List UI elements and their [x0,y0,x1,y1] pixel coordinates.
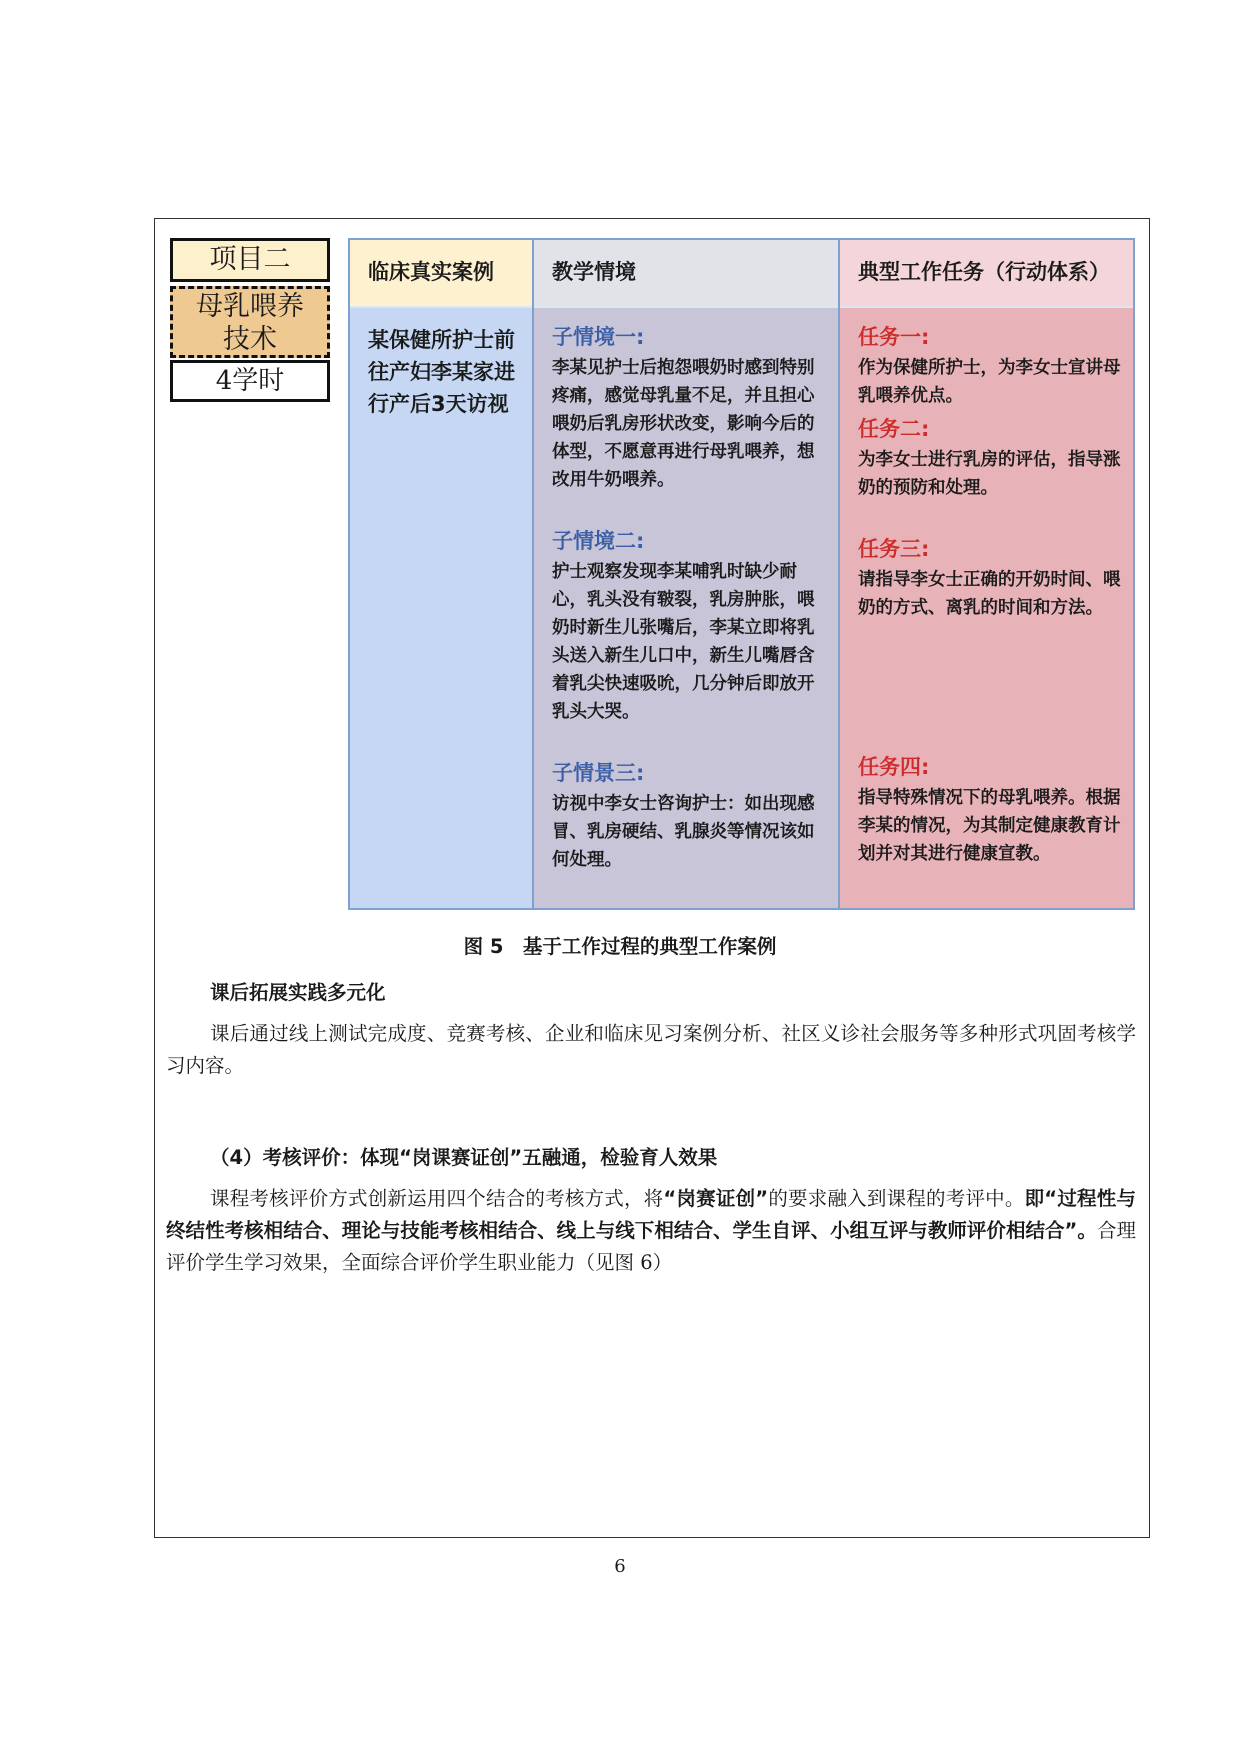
header-teaching-scenario: 教学情境 [534,240,838,308]
column-typical-tasks [838,240,1133,908]
typical-tasks-body [840,308,1133,908]
scenario-3-text: 访视中李女士咨询护士：如出现感冒、乳房硬结、乳腺炎等情况该如何处理。 [552,794,815,870]
task-4 [858,752,1123,868]
scenario-3-title: 子情景三: [552,761,645,785]
task-2-title: 任务二: [858,417,930,441]
project-title-box: 项目二 [170,238,330,282]
paragraph-extension: 课后通过线上测试完成度、竞赛考核、企业和临床见习案例分析、社区义诊社会服务等多种形式巩固考核学习内容。 [166,1022,1136,1077]
task-1-text: 作为保健所护士，为李女士宣讲母乳喂养优点。 [858,358,1121,406]
section-heading-extension: 课后拓展实践多元化 [210,981,386,1004]
project-name-box [170,286,330,358]
para-text-3: 合理评价学生学习效果，全面综合评价学生职业能力（见图 6） [166,1219,1136,1274]
header-clinical-case: 临床真实案例 [350,240,532,308]
section-heading-assessment: （4）考核评价：体现“岗课赛证创”五融通，检验育人效果 [210,1146,718,1169]
task-3-title: 任务三: [858,537,930,561]
scenario-2-text: 护士观察发现李某哺乳时缺少耐心，乳头没有皲裂，乳房肿胀，喂奶时新生儿张嘴后，李某立即将乳头送入新生儿口中，新生儿嘴唇含着乳尖快速吸吮，几分钟后即放开乳头大哭。 [552,562,815,722]
page-number: 6 [614,1556,626,1577]
project-hours-box: 4学时 [170,360,330,402]
figure-caption: 图 5 基于工作过程的典型工作案例 [463,935,777,958]
column-teaching-scenario [532,240,838,908]
column-clinical-case [350,240,532,908]
scenario-1 [552,322,828,494]
scenario-2-title: 子情境二: [552,529,645,553]
scenario-1-text: 李某见护士后抱怨喂奶时感到特别疼痛，感觉母乳量不足，并且担心喂奶后乳房形状改变，影响今后的体型，不愿意再进行母乳喂养，想改用牛奶喂养。 [552,358,815,490]
para-text-2: 的要求融入到课程的考评中。 [768,1187,1025,1210]
para-bold-1: “岗赛证创” [663,1187,769,1210]
task-2 [858,414,1123,502]
scenario-3 [552,758,828,874]
project-name-line1: 母乳喂养 [196,291,304,322]
header-typical-tasks: 典型工作任务（行动体系） [840,240,1133,308]
para-text-1: 课程考核评价方式创新运用四个结合的考核方式，将 [210,1187,664,1210]
task-4-text: 指导特殊情况下的母乳喂养。根据李某的情况，为其制定健康教育计划并对其进行健康宣教。 [858,788,1121,864]
task-4-title: 任务四: [858,755,930,779]
paragraph-assessment [166,1183,1136,1279]
task-1-title: 任务一: [858,325,930,349]
project-name-line2: 技术 [223,324,277,355]
clinical-case-body [350,308,532,908]
scenario-1-title: 子情境一: [552,325,645,349]
scenario-2 [552,526,828,726]
task-2-text: 为李女士进行乳房的评估，指导涨奶的预防和处理。 [858,450,1121,498]
teaching-scenario-body [534,308,838,908]
para-bold-2: 即“过程性与终结性考核相结合、理论与技能考核相结合、线上与线下相结合、学生自评、小组互评与教师评价相结合”。 [166,1187,1136,1242]
clinical-case-text: 某保健所护士前往产妇李某家进行产后3天访视 [368,328,515,416]
task-3 [858,534,1123,622]
task-3-text: 请指导李女士正确的开奶时间、喂奶的方式、离乳的时间和方法。 [858,570,1121,618]
case-table [348,238,1135,910]
task-1 [858,322,1123,410]
